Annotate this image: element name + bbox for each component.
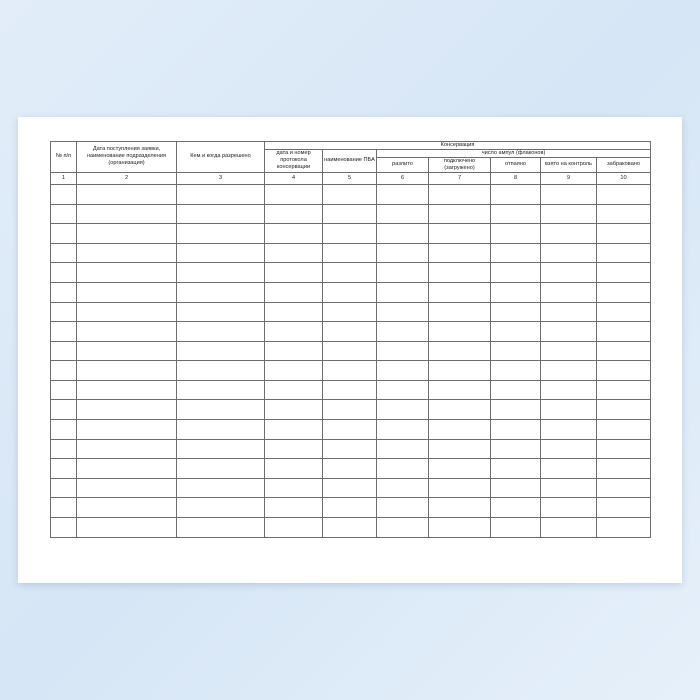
table-cell-c2[interactable] (77, 420, 177, 440)
table-cell-c8[interactable] (491, 184, 541, 204)
table-cell-c5[interactable] (323, 478, 377, 498)
table-cell-c8[interactable] (491, 204, 541, 224)
table-cell-c4[interactable] (265, 498, 323, 518)
table-cell-c9[interactable] (541, 322, 597, 342)
column-number-cell: 4 (265, 172, 323, 184)
column-header-pba-name: наименование ПБА (323, 149, 377, 172)
table-row[interactable] (51, 361, 651, 381)
table-row[interactable] (51, 302, 651, 322)
table-cell-c1[interactable] (51, 478, 77, 498)
table-cell-c6[interactable] (377, 439, 429, 459)
table-cell-c1[interactable] (51, 341, 77, 361)
table-cell-c5[interactable] (323, 322, 377, 342)
table-cell-c7[interactable] (429, 420, 491, 440)
table-cell-c4[interactable] (265, 322, 323, 342)
table-cell-c9[interactable] (541, 400, 597, 420)
table-cell-c6[interactable] (377, 380, 429, 400)
table-cell-c2[interactable] (77, 282, 177, 302)
table-cell-c9[interactable] (541, 302, 597, 322)
table-cell-c6[interactable] (377, 361, 429, 381)
table-cell-c2[interactable] (77, 184, 177, 204)
table-cell-c2[interactable] (77, 518, 177, 538)
column-number-cell: 5 (323, 172, 377, 184)
table-cell-c3[interactable] (177, 400, 265, 420)
table-cell-c4[interactable] (265, 282, 323, 302)
table-cell-c2[interactable] (77, 439, 177, 459)
group-header-conservation: Консервация (265, 142, 651, 150)
table-cell-c3[interactable] (177, 302, 265, 322)
column-number-cell: 6 (377, 172, 429, 184)
table-cell-c9[interactable] (541, 263, 597, 283)
table-cell-c4[interactable] (265, 243, 323, 263)
table-row[interactable] (51, 282, 651, 302)
table-cell-c1[interactable] (51, 361, 77, 381)
table-cell-c8[interactable] (491, 361, 541, 381)
table-cell-c1[interactable] (51, 282, 77, 302)
table-cell-c10[interactable] (597, 361, 651, 381)
table-cell-c3[interactable] (177, 204, 265, 224)
table-row[interactable] (51, 224, 651, 244)
table-row[interactable] (51, 243, 651, 263)
column-number-row (51, 172, 651, 184)
table-cell-c8[interactable] (491, 498, 541, 518)
table-cell-c1[interactable] (51, 302, 77, 322)
table-cell-c6[interactable] (377, 243, 429, 263)
table-cell-c7[interactable] (429, 361, 491, 381)
table-cell-c9[interactable] (541, 380, 597, 400)
table-body (51, 172, 651, 537)
table-cell-c2[interactable] (77, 322, 177, 342)
column-header-connected: подключено (загружено) (429, 157, 491, 172)
table-cell-c2[interactable] (77, 361, 177, 381)
table-row[interactable] (51, 459, 651, 479)
table-row[interactable] (51, 204, 651, 224)
table-cell-c1[interactable] (51, 184, 77, 204)
table-cell-c5[interactable] (323, 380, 377, 400)
table-cell-c6[interactable] (377, 518, 429, 538)
table-cell-c8[interactable] (491, 224, 541, 244)
table-cell-c2[interactable] (77, 380, 177, 400)
table-cell-c10[interactable] (597, 341, 651, 361)
table-cell-c5[interactable] (323, 282, 377, 302)
table-cell-c8[interactable] (491, 400, 541, 420)
table-cell-c4[interactable] (265, 184, 323, 204)
table-row[interactable] (51, 380, 651, 400)
table-cell-c5[interactable] (323, 243, 377, 263)
table-cell-c10[interactable] (597, 518, 651, 538)
table-cell-c4[interactable] (265, 204, 323, 224)
table-cell-c10[interactable] (597, 459, 651, 479)
table-cell-c6[interactable] (377, 322, 429, 342)
table-cell-c4[interactable] (265, 302, 323, 322)
column-header-rejected: забраковано (597, 157, 651, 172)
table-cell-c7[interactable] (429, 439, 491, 459)
table-cell-c6[interactable] (377, 420, 429, 440)
table-cell-c9[interactable] (541, 361, 597, 381)
table-cell-c3[interactable] (177, 380, 265, 400)
table-cell-c3[interactable] (177, 322, 265, 342)
table-cell-c5[interactable] (323, 263, 377, 283)
table-cell-c3[interactable] (177, 184, 265, 204)
table-cell-c10[interactable] (597, 322, 651, 342)
table-cell-c6[interactable] (377, 459, 429, 479)
journal-table-container (50, 141, 650, 538)
table-cell-c5[interactable] (323, 400, 377, 420)
table-row[interactable] (51, 498, 651, 518)
column-header-poured: разлито (377, 157, 429, 172)
table-cell-c4[interactable] (265, 380, 323, 400)
table-cell-c4[interactable] (265, 400, 323, 420)
table-cell-c6[interactable] (377, 224, 429, 244)
table-cell-c6[interactable] (377, 478, 429, 498)
table-cell-c8[interactable] (491, 243, 541, 263)
table-cell-c2[interactable] (77, 400, 177, 420)
table-cell-c9[interactable] (541, 282, 597, 302)
table-cell-c7[interactable] (429, 204, 491, 224)
column-number-cell: 7 (429, 172, 491, 184)
column-header-sealed: отпаяно (491, 157, 541, 172)
column-number-cell: 1 (51, 172, 77, 184)
table-cell-c10[interactable] (597, 243, 651, 263)
table-cell-c8[interactable] (491, 439, 541, 459)
table-cell-c2[interactable] (77, 204, 177, 224)
column-header-protocol-date-number: дата и номер протокола консервации (265, 149, 323, 172)
table-cell-c4[interactable] (265, 420, 323, 440)
table-cell-c5[interactable] (323, 204, 377, 224)
table-cell-c1[interactable] (51, 322, 77, 342)
table-cell-c9[interactable] (541, 478, 597, 498)
table-cell-c1[interactable] (51, 400, 77, 420)
table-cell-c5[interactable] (323, 498, 377, 518)
column-number-cell: 9 (541, 172, 597, 184)
table-cell-c1[interactable] (51, 380, 77, 400)
table-cell-c10[interactable] (597, 204, 651, 224)
table-cell-c5[interactable] (323, 518, 377, 538)
table-cell-c6[interactable] (377, 282, 429, 302)
table-cell-c8[interactable] (491, 380, 541, 400)
table-row[interactable] (51, 322, 651, 342)
table-cell-c8[interactable] (491, 282, 541, 302)
table-cell-c7[interactable] (429, 400, 491, 420)
table-cell-c6[interactable] (377, 400, 429, 420)
table-row[interactable] (51, 184, 651, 204)
table-cell-c2[interactable] (77, 478, 177, 498)
table-cell-c1[interactable] (51, 459, 77, 479)
table-cell-c4[interactable] (265, 459, 323, 479)
table-cell-c5[interactable] (323, 224, 377, 244)
table-cell-c4[interactable] (265, 361, 323, 381)
table-cell-c10[interactable] (597, 263, 651, 283)
table-cell-c2[interactable] (77, 224, 177, 244)
table-cell-c5[interactable] (323, 341, 377, 361)
table-cell-c9[interactable] (541, 420, 597, 440)
table-cell-c7[interactable] (429, 459, 491, 479)
group-header-ampoule-count: число ампул (флаконов) (377, 149, 651, 157)
table-cell-c7[interactable] (429, 263, 491, 283)
table-cell-c10[interactable] (597, 420, 651, 440)
column-header-application-date: Дата поступления заявки, наименование подразделения (организация) (77, 142, 177, 173)
table-cell-c9[interactable] (541, 341, 597, 361)
table-cell-c5[interactable] (323, 439, 377, 459)
table-cell-c10[interactable] (597, 184, 651, 204)
table-cell-c3[interactable] (177, 478, 265, 498)
table-cell-c10[interactable] (597, 224, 651, 244)
table-cell-c2[interactable] (77, 243, 177, 263)
table-cell-c10[interactable] (597, 478, 651, 498)
table-cell-c3[interactable] (177, 361, 265, 381)
table-cell-c9[interactable] (541, 184, 597, 204)
table-cell-c6[interactable] (377, 302, 429, 322)
table-cell-c3[interactable] (177, 341, 265, 361)
table-cell-c7[interactable] (429, 518, 491, 538)
table-cell-c1[interactable] (51, 204, 77, 224)
table-cell-c6[interactable] (377, 204, 429, 224)
table-cell-c9[interactable] (541, 518, 597, 538)
table-cell-c3[interactable] (177, 420, 265, 440)
table-cell-c2[interactable] (77, 341, 177, 361)
table-cell-c8[interactable] (491, 263, 541, 283)
table-cell-c3[interactable] (177, 439, 265, 459)
table-cell-c7[interactable] (429, 282, 491, 302)
table-cell-c8[interactable] (491, 341, 541, 361)
table-cell-c8[interactable] (491, 518, 541, 538)
table-cell-c7[interactable] (429, 322, 491, 342)
table-cell-c7[interactable] (429, 224, 491, 244)
table-cell-c1[interactable] (51, 420, 77, 440)
table-cell-c7[interactable] (429, 302, 491, 322)
paper-sheet (18, 117, 682, 583)
table-cell-c10[interactable] (597, 302, 651, 322)
column-header-authorized-by: Кем и когда разрешено (177, 142, 265, 173)
table-row[interactable] (51, 478, 651, 498)
table-cell-c1[interactable] (51, 243, 77, 263)
table-cell-c10[interactable] (597, 282, 651, 302)
table-cell-c4[interactable] (265, 224, 323, 244)
table-cell-c10[interactable] (597, 380, 651, 400)
table-cell-c1[interactable] (51, 439, 77, 459)
column-header-taken-for-control: взято на контроль (541, 157, 597, 172)
table-cell-c9[interactable] (541, 224, 597, 244)
table-cell-c3[interactable] (177, 498, 265, 518)
table-cell-c8[interactable] (491, 459, 541, 479)
table-row[interactable] (51, 439, 651, 459)
table-cell-c5[interactable] (323, 184, 377, 204)
table-cell-c3[interactable] (177, 243, 265, 263)
column-number-cell: 3 (177, 172, 265, 184)
table-cell-c5[interactable] (323, 302, 377, 322)
table-cell-c9[interactable] (541, 243, 597, 263)
table-cell-c8[interactable] (491, 420, 541, 440)
table-row[interactable] (51, 263, 651, 283)
table-cell-c6[interactable] (377, 498, 429, 518)
table-cell-c7[interactable] (429, 380, 491, 400)
table-cell-c2[interactable] (77, 302, 177, 322)
column-number-cell: 10 (597, 172, 651, 184)
table-cell-c7[interactable] (429, 478, 491, 498)
table-head (51, 142, 651, 173)
table-row[interactable] (51, 400, 651, 420)
table-cell-c7[interactable] (429, 243, 491, 263)
table-cell-c4[interactable] (265, 263, 323, 283)
table-cell-c8[interactable] (491, 478, 541, 498)
table-cell-c3[interactable] (177, 263, 265, 283)
header-row-group-1 (51, 142, 651, 150)
column-number-cell: 8 (491, 172, 541, 184)
table-cell-c3[interactable] (177, 282, 265, 302)
table-cell-c2[interactable] (77, 498, 177, 518)
table-cell-c7[interactable] (429, 341, 491, 361)
table-row[interactable] (51, 341, 651, 361)
table-cell-c7[interactable] (429, 498, 491, 518)
table-cell-c9[interactable] (541, 439, 597, 459)
table-cell-c1[interactable] (51, 263, 77, 283)
table-cell-c1[interactable] (51, 518, 77, 538)
journal-table (50, 141, 651, 538)
table-cell-c3[interactable] (177, 459, 265, 479)
column-header-number: № п/п (51, 142, 77, 173)
table-row[interactable] (51, 420, 651, 440)
table-cell-c8[interactable] (491, 322, 541, 342)
table-cell-c5[interactable] (323, 361, 377, 381)
table-cell-c6[interactable] (377, 341, 429, 361)
table-cell-c10[interactable] (597, 498, 651, 518)
table-cell-c10[interactable] (597, 400, 651, 420)
column-number-cell: 2 (77, 172, 177, 184)
table-cell-c2[interactable] (77, 459, 177, 479)
table-cell-c4[interactable] (265, 341, 323, 361)
table-cell-c1[interactable] (51, 224, 77, 244)
table-cell-c7[interactable] (429, 184, 491, 204)
table-cell-c4[interactable] (265, 518, 323, 538)
table-cell-c4[interactable] (265, 478, 323, 498)
table-cell-c5[interactable] (323, 420, 377, 440)
table-cell-c8[interactable] (491, 302, 541, 322)
table-cell-c6[interactable] (377, 263, 429, 283)
table-cell-c9[interactable] (541, 459, 597, 479)
table-cell-c10[interactable] (597, 439, 651, 459)
table-cell-c9[interactable] (541, 204, 597, 224)
table-cell-c9[interactable] (541, 498, 597, 518)
table-cell-c3[interactable] (177, 518, 265, 538)
table-cell-c3[interactable] (177, 224, 265, 244)
table-row[interactable] (51, 518, 651, 538)
table-cell-c6[interactable] (377, 184, 429, 204)
table-cell-c4[interactable] (265, 439, 323, 459)
table-cell-c2[interactable] (77, 263, 177, 283)
table-cell-c1[interactable] (51, 498, 77, 518)
table-cell-c5[interactable] (323, 459, 377, 479)
